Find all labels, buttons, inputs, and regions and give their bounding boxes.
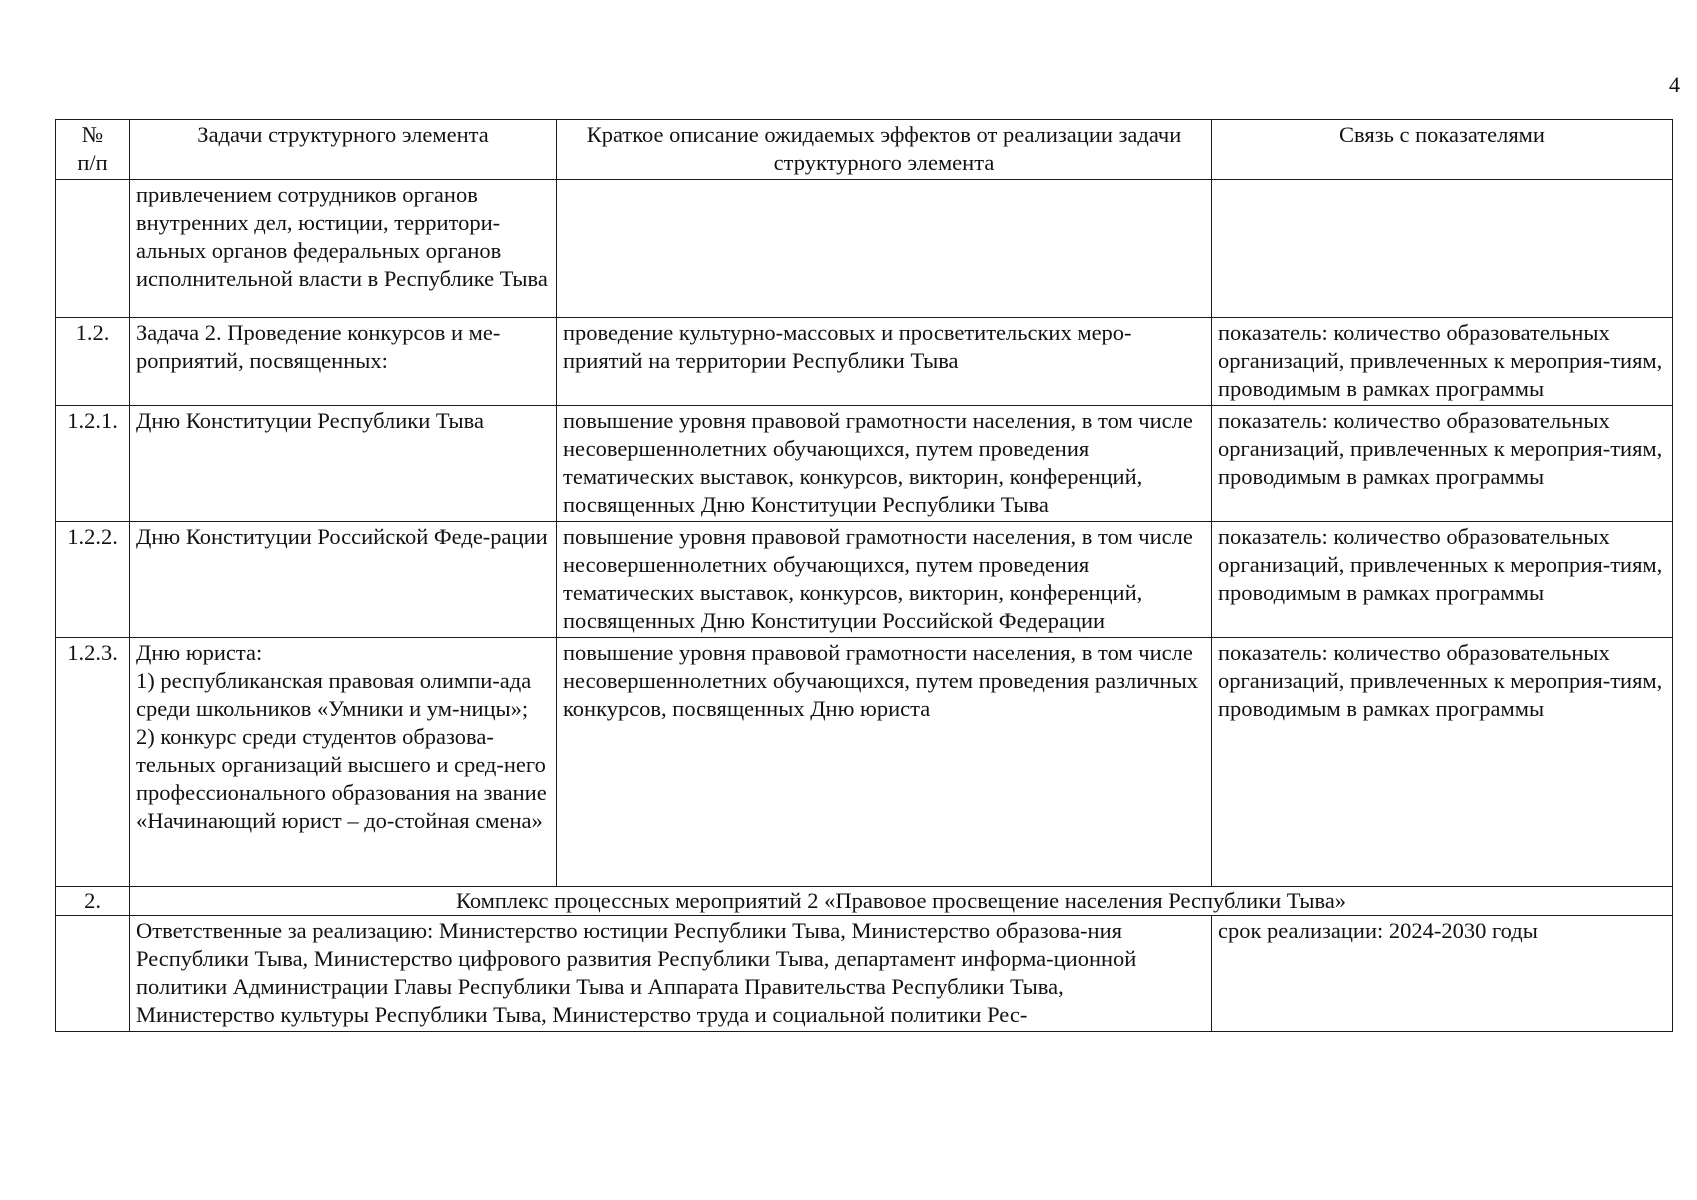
cell-num <box>56 916 130 1032</box>
cell-task: Дню Конституции Республики Тыва <box>130 406 557 522</box>
structural-element-table <box>55 119 1673 1032</box>
cell-effect: повышение уровня правовой грамотности населения, в том числе несовершеннолетних обучающихся, путем проведения тематических выставок, конкурсов, викторин, конференций, посвященных Дню Конституции Республики Тыва <box>557 406 1212 522</box>
cell-task: привлечением сотрудников органов внутренних дел, юстиции, территори-альных органов федеральных органов исполнительной власти в Республике Тыва <box>130 180 557 318</box>
cell-link: показатель: количество образовательных организаций, привлеченных к мероприя-тиям, проводимым в рамках программы <box>1212 522 1673 638</box>
cell-effect <box>557 180 1212 318</box>
responsible-text: Ответственные за реализацию: Министерство юстиции Республики Тыва, Министерство образова-ния Республики Тыва, Министерство цифрового развития Республики Тыва, департамент информа-ционной политики Администрации Главы Республики Тыва и Аппарата Правительства Республики Тыва, Министерство культуры Республики Тыва, Министерство труда и социальной политики Рес- <box>130 916 1212 1032</box>
table-row <box>56 638 1673 887</box>
header-num: № п/п <box>56 120 130 180</box>
header-effects: Краткое описание ожидаемых эффектов от реализации задачи структурного элемента <box>557 120 1212 180</box>
cell-link: показатель: количество образовательных организаций, привлеченных к мероприя-тиям, проводимым в рамках программы <box>1212 406 1673 522</box>
cell-link <box>1212 180 1673 318</box>
table-row <box>56 406 1673 522</box>
section-title: Комплекс процессных мероприятий 2 «Правовое просвещение населения Республики Тыва» <box>130 887 1673 916</box>
table-header-row <box>56 120 1673 180</box>
header-tasks: Задачи структурного элемента <box>130 120 557 180</box>
section-row <box>56 887 1673 916</box>
cell-effect: повышение уровня правовой грамотности населения, в том числе несовершеннолетних обучающихся, путем проведения тематических выставок, конкурсов, викторин, конференций, посвященных Дню Конституции Российской Федерации <box>557 522 1212 638</box>
table-row <box>56 318 1673 406</box>
cell-task: Задача 2. Проведение конкурсов и ме-роприятий, посвященных: <box>130 318 557 406</box>
cell-num: 1.2. <box>56 318 130 406</box>
cell-effect: проведение культурно-массовых и просветительских меро-приятий на территории Республики Тыва <box>557 318 1212 406</box>
cell-num <box>56 180 130 318</box>
cell-task: Дню юриста: 1) республиканская правовая олимпи-ада среди школьников «Умники и ум-ницы»; 2) конкурс среди студентов образова-тельных организаций высшего и сред-него профессионального образования на звание «Начинающий юрист – до-стойная смена» <box>130 638 557 887</box>
cell-effect: повышение уровня правовой грамотности населения, в том числе несовершеннолетних обучающихся, путем проведения различных конкурсов, посвященных Дню юриста <box>557 638 1212 887</box>
cell-num: 1.2.1. <box>56 406 130 522</box>
cell-num: 1.2.3. <box>56 638 130 887</box>
cell-link: показатель: количество образовательных организаций, привлеченных к мероприя-тиям, проводимым в рамках программы <box>1212 638 1673 887</box>
cell-link: показатель: количество образовательных организаций, привлеченных к мероприя-тиям, проводимым в рамках программы <box>1212 318 1673 406</box>
table-row-continuation <box>56 180 1673 318</box>
page-number: 4 <box>1669 72 1680 97</box>
term-text: срок реализации: 2024-2030 годы <box>1212 916 1673 1032</box>
responsible-row <box>56 916 1673 1032</box>
section-num: 2. <box>56 887 130 916</box>
cell-task: Дню Конституции Российской Феде-рации <box>130 522 557 638</box>
cell-num: 1.2.2. <box>56 522 130 638</box>
table-row <box>56 522 1673 638</box>
header-link: Связь с показателями <box>1212 120 1673 180</box>
